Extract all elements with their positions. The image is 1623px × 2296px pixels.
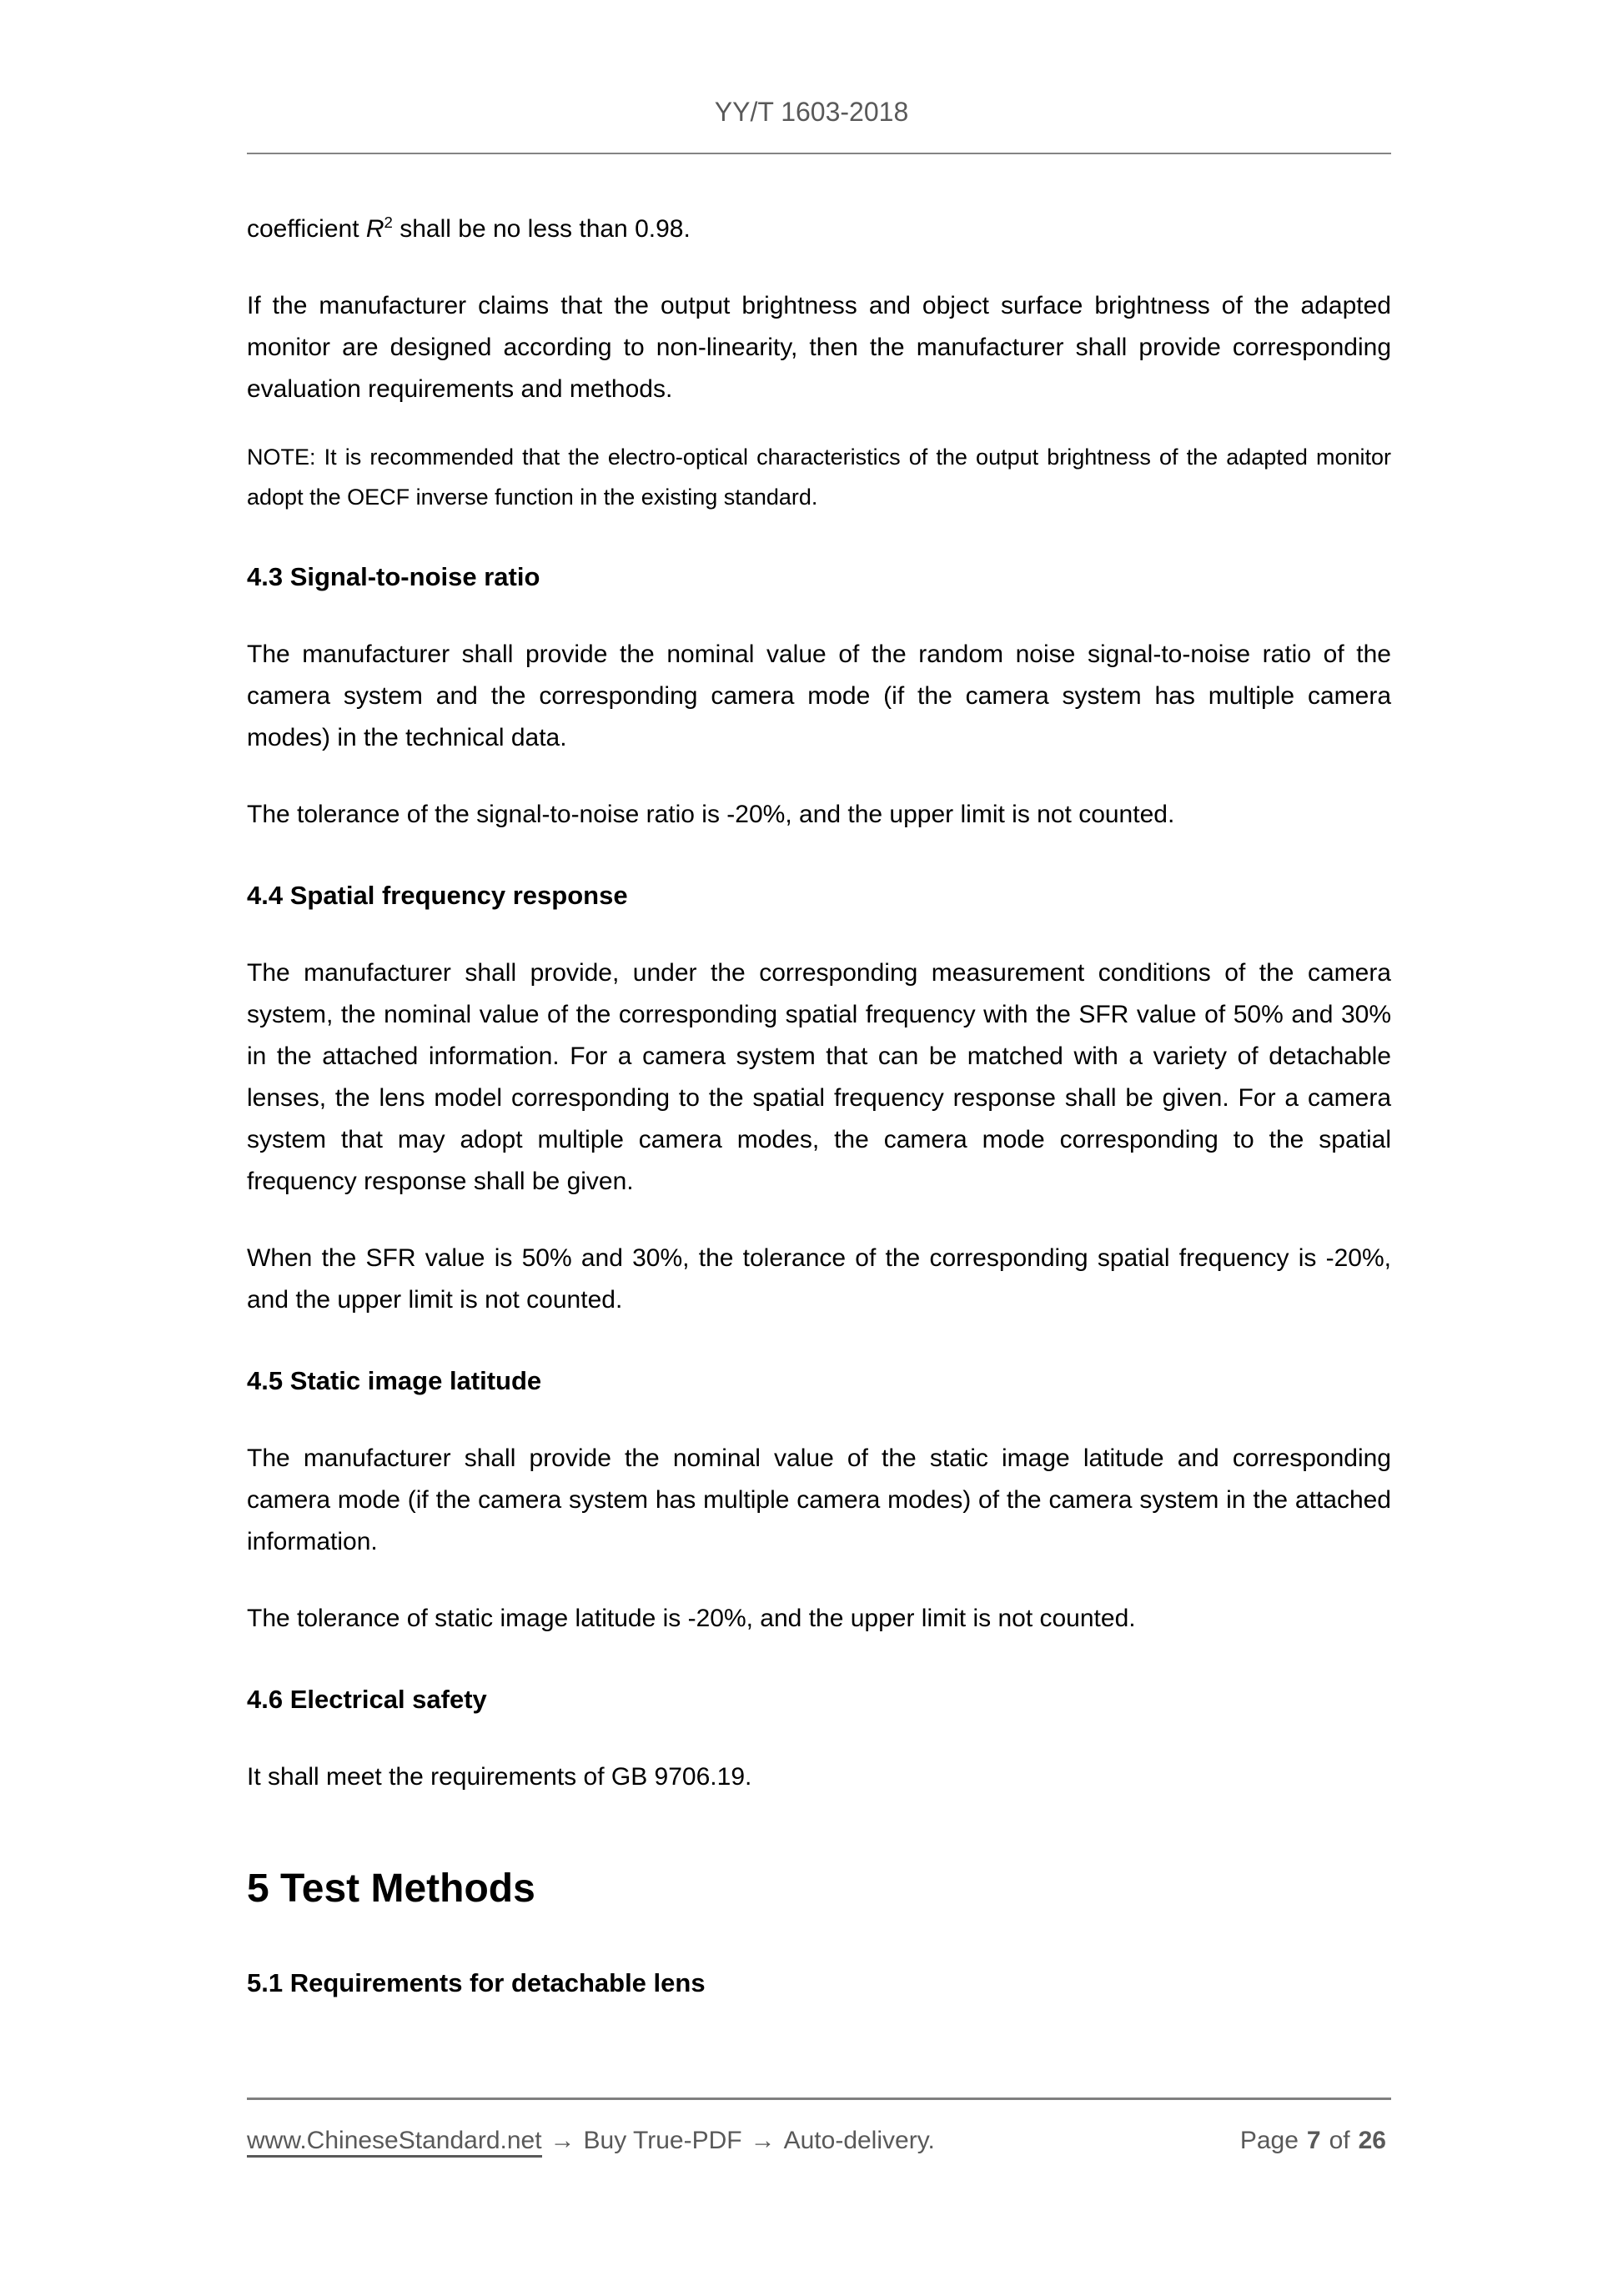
document-body [247, 208, 1391, 2005]
paragraph-manufacturer-claims: If the manufacturer claims that the output brightness and object surface brightness of the adapted monitor are designed according to non-linearity, then the manufacturer shall provide corresponding evaluation requirements and methods. [247, 292, 1391, 403]
section-heading-4-3: 4.3 Signal-to-noise ratio [247, 562, 540, 591]
coefficient-text-post: shall be no less than 0.98. [392, 215, 691, 243]
section-heading-4-4: 4.4 Spatial frequency response [247, 881, 628, 910]
coefficient-text-pre: coefficient [247, 215, 366, 243]
right-arrow-icon: → [750, 2127, 776, 2154]
paragraph-coefficient [247, 208, 1391, 250]
section-heading-4-6: 4.6 Electrical safety [247, 1685, 487, 1714]
paragraph-4-4-tolerance: When the SFR value is 50% and 30%, the tolerance of the corresponding spatial frequency is -20%, and the upper limit is not counted. [247, 1244, 1391, 1314]
section-heading-4-5: 4.5 Static image latitude [247, 1366, 542, 1395]
paragraph-4-3-requirement: The manufacturer shall provide the nominal value of the random noise signal-to-noise ratio of the camera system and the corresponding camera mode (if the camera system has multiple camera modes) in the technical data. [247, 641, 1391, 751]
paragraph-4-5-requirement: The manufacturer shall provide the nominal value of the static image latitude and corresponding camera mode (if the camera system has multiple camera modes) of the camera system in the attached information. [247, 1444, 1391, 1555]
page-header-standard-number: YY/T 1603-2018 [714, 97, 909, 127]
coefficient-superscript: 2 [384, 214, 393, 231]
header-divider [247, 153, 1391, 154]
page-footer [247, 2123, 1391, 2159]
current-page-number: 7 [1306, 2127, 1321, 2154]
page-word: Page [1239, 2127, 1299, 2154]
footer-divider [247, 2098, 1391, 2100]
paragraph-4-6-requirement: It shall meet the requirements of GB 9706.19. [247, 1763, 752, 1791]
footer-buy-text: Buy True-PDF [583, 2127, 742, 2154]
paragraph-4-3-tolerance: The tolerance of the signal-to-noise ratio is -20%, and the upper limit is not counted. [247, 801, 1175, 828]
right-arrow-icon: → [550, 2127, 575, 2154]
note-paragraph: NOTE: It is recommended that the electro-optical characteristics of the output brightness of the adapted monitor adopt the OECF inverse function in the existing standard. [247, 445, 1391, 510]
footer-source-line [247, 2123, 935, 2159]
footer-delivery-text: Auto-delivery. [783, 2127, 935, 2154]
footer-website-link[interactable]: www.ChineseStandard.net [247, 2127, 542, 2158]
total-page-number: 26 [1358, 2127, 1386, 2154]
chapter-heading-5: 5 Test Methods [247, 1866, 535, 1911]
page-indicator [1237, 2123, 1391, 2159]
paragraph-4-5-tolerance: The tolerance of static image latitude is -20%, and the upper limit is not counted. [247, 1605, 1136, 1632]
paragraph-4-4-requirement: The manufacturer shall provide, under the corresponding measurement conditions of the camera system, the nominal value of the corresponding spatial frequency with the SFR value of 50% and 30% in the attached information. For a camera system that can be matched with a variety of detachable lenses, the lens model corresponding to the spatial frequency response shall be given. For a camera system that may adopt multiple camera modes, the camera mode corresponding to the spatial frequency response shall be given. [247, 959, 1391, 1195]
of-word: of [1329, 2127, 1350, 2154]
coefficient-symbol-r: R [365, 215, 384, 243]
section-heading-5-1: 5.1 Requirements for detachable lens [247, 1968, 706, 1997]
